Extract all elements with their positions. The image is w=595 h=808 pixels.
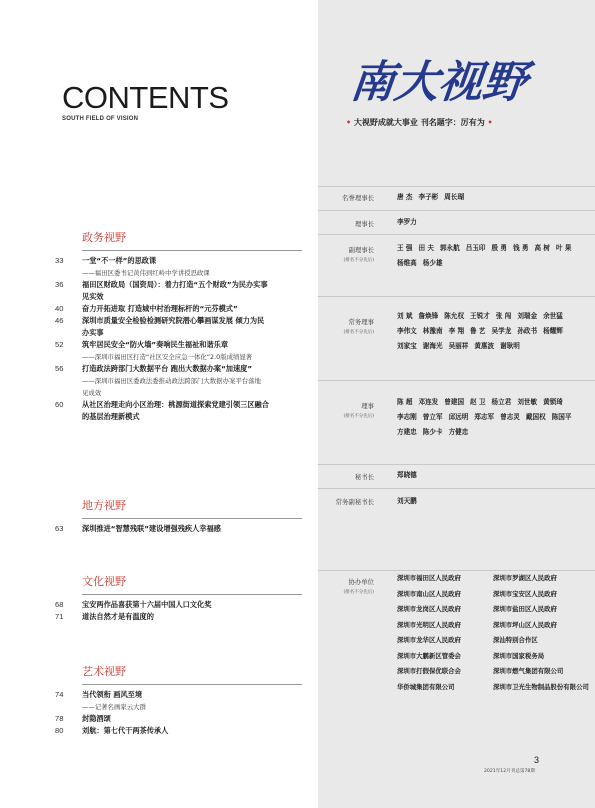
section-political [55,229,310,423]
member-name: 高 树 [534,244,550,252]
board-role-label: 名誉理事长 [342,194,374,202]
toc-entry[interactable] [55,725,310,737]
member-name: 杨耀辉 [543,327,563,335]
toc-page-number: 63 [55,524,64,533]
toc-entry-title: 见成效 [82,389,102,397]
toc-page-number: 56 [55,364,64,373]
toc-page-number [55,291,82,303]
toc-entry-title: 筑牢居民安全“防火墙”奏响民生福祉和谐乐章 [82,340,229,349]
associates-role-label: 协办单位 [348,578,374,586]
member-name: 张 闯 [495,312,512,320]
toc-page-number: 68 [55,600,64,609]
board-row [318,186,595,210]
contents-subtitle: SOUTH FIELD OF VISION [62,116,139,122]
toc-entry-title: ——深圳市福田区委政法委推动政法跨部门大数据办案平台落地 [82,377,261,385]
toc-entry-title: 办实事 [82,328,104,337]
toc-entry[interactable] [55,701,310,713]
toc-entry[interactable] [55,267,310,279]
board-names [397,309,587,354]
board-role [318,401,374,419]
toc-entry-title: 从社区治理走向小区治理：桃源街道探索党建引领三区融合 [82,400,269,409]
associate-name: 深圳市国家税务局 [493,651,545,660]
member-name: 方健忠 [448,428,469,436]
toc-entry[interactable] [55,339,310,351]
toc-entry[interactable] [55,327,310,339]
board-role-note: (排名不分先后) [343,330,374,335]
toc-page-number: 52 [55,340,64,349]
toc-entry-title: 封隐酒颂 [82,714,111,723]
associate-name: 深汕特别合作区 [493,636,538,644]
board-role-note: (排名不分先后) [343,414,374,419]
board-row [318,488,595,512]
board-names [397,395,587,440]
page-number: 3 [534,755,540,765]
member-name: 黄锁琦 [543,398,563,406]
board-role [318,577,374,595]
toc-entry[interactable] [55,279,310,291]
toc-page-number: 36 [55,280,64,289]
masthead-panel [318,0,595,808]
logo-text: 南大视野 [347,57,530,108]
toc-page-number [55,267,82,279]
board-names [397,494,587,509]
associate-name: 深圳市福田区人民政府 [397,574,461,582]
member-name: 李罗力 [397,218,417,226]
member-name: 孙政书 [517,327,538,335]
section-heading: 政务视野 [82,229,302,251]
associate-name: 深圳市宝安区人民政府 [493,589,557,598]
section-heading: 文化视野 [82,573,302,595]
toc-entry[interactable] [55,291,310,303]
toc-page-number: 46 [55,316,64,325]
board-role-label: 理事长 [354,220,374,228]
associate-name: 深圳市南山区人民政府 [397,589,461,598]
board-role-label: 常务理事 [348,318,374,326]
toc-entry[interactable] [55,713,310,725]
member-name: 刘世敏 [517,398,538,406]
member-name: 陈少卡 [422,428,443,436]
board-names [397,190,587,205]
member-name: 曾志灵 [500,413,520,421]
member-name: 方建忠 [397,428,417,436]
slogan-bullet-right: • [487,118,493,127]
member-name: 钱 勇 [513,244,529,252]
member-name: 刘天鹏 [397,497,417,505]
member-name: 李志刚 [397,413,417,421]
board-role-label: 常务副秘书长 [335,498,374,506]
associates-note: (排名不分先后) [343,590,374,595]
member-name: 谢耿明 [500,342,520,350]
toc-entry-title: 当代领衔 画风至境 [82,690,143,699]
toc-page-number: 78 [55,714,64,723]
member-name: 余世猛 [543,312,563,320]
toc-page-number [55,701,82,713]
member-name: 陈允权 [444,312,465,320]
toc-page-number [55,411,82,423]
slogan-text: 大视野成就大事业 刊名题字：厉有为 [353,118,485,127]
member-name: 杨少雄 [422,259,443,267]
member-name: 李子彬 [418,193,439,201]
toc-entry[interactable] [55,315,310,327]
toc-page-number: 40 [55,304,64,313]
board-row [318,210,595,234]
toc-entry-title: ——记著名画家云大群 [82,703,146,711]
member-name: 周长瑚 [444,193,465,201]
member-name: 陈国平 [551,413,572,421]
toc-entry[interactable] [55,363,310,375]
entry-list [55,599,310,623]
toc-page-number: 71 [55,612,64,621]
toc-page-number: 80 [55,726,64,735]
board-names [397,215,587,230]
section-art [55,663,310,737]
member-name: 吴丽祥 [448,342,469,350]
toc-page-number: 74 [55,690,64,699]
toc-entry[interactable] [55,303,310,315]
associate-name: 深圳市打假保优联合会 [397,667,461,675]
member-name: 邱远明 [448,413,469,421]
toc-page-number [55,327,82,339]
member-name: 吕玉印 [465,244,486,252]
associate-name: 深圳市光明区人民政府 [397,620,461,629]
associates-column [397,571,493,695]
toc-entry[interactable] [55,375,310,387]
member-name: 郭永航 [439,244,460,252]
toc-entry[interactable] [55,387,310,399]
board-role [318,245,374,263]
toc-entry-title: 刘航：第七代干两茶传承人 [82,726,169,735]
toc-entry[interactable] [55,351,310,363]
slogan [346,117,493,128]
toc-entry-title: 打造政法跨部门大数据平台 跑出大数据办案“加速度” [82,364,253,373]
slogan-bullet-left: • [346,118,352,127]
board-role [318,472,374,481]
toc-entry-title: ——深圳市福田区打造“社区安全应急一体化”2.0版成绩显著 [82,353,253,361]
toc-entry-title: 深圳推进“智慧残联”建设增强残疾人幸福感 [82,524,221,533]
toc-page-number [55,375,82,387]
toc-entry-title: 道法自然才是有温度的 [82,612,154,621]
associate-name: 深圳市卫光生物制品股份有限公司 [493,682,589,691]
toc-entry-title: 奋力开拓进取 打造城中村治理标杆的“元芬模式” [82,304,238,313]
section-local [55,497,310,535]
toc-entry[interactable] [55,255,310,267]
magazine-logo [347,40,561,110]
board-role [318,193,374,202]
board-role-label: 秘书长 [354,473,374,481]
member-name: 李伟文 [397,327,417,335]
member-name: 詹焕锋 [418,312,439,320]
toc-entry-title: 一堂“不一样”的思政课 [82,256,157,265]
board-role-note: (排名不分先后) [343,258,374,263]
board-names [397,241,587,271]
member-name: 鲁 艺 [470,327,486,335]
entry-list [55,523,310,535]
member-name: 邓连发 [418,398,439,406]
toc-page-number: 33 [55,256,64,265]
issue-label: 2021年12月刊总第78期 [484,769,535,774]
entry-list [55,689,310,737]
toc-entry-title: 深圳市质量安全检验检测研究院潜心攀画谋发展 倾力为民 [82,316,265,325]
member-name: 刘瑞金 [517,312,538,320]
board-names [397,468,587,483]
board-row [318,464,595,488]
associate-name: 深圳市罗湖区人民政府 [493,574,557,582]
member-name: 曾建国 [444,398,465,406]
toc-entry-title: ——福田区委书记黄伟到红岭中学讲授思政课 [82,269,210,277]
section-heading: 地方视野 [82,497,302,519]
toc-entry-title: 福田区财政局（国资局）：着力打造“五个财政”为民办实事 [82,280,268,289]
toc-entry[interactable] [55,399,310,411]
member-name: 唐 杰 [397,193,413,201]
member-name: 李 翔 [448,327,465,335]
toc-entry-title: 宝安两作品喜获第十六届中国人口文化奖 [82,600,212,609]
board-row [318,380,595,464]
associate-name: 深圳市龙岗区人民政府 [397,605,461,613]
member-name: 王锐才 [470,312,490,320]
toc-page-number: 60 [55,400,64,409]
associate-name: 华侨城集团有限公司 [397,682,455,691]
associates-list [397,571,595,695]
entry-list [55,255,310,423]
member-name: 杨立君 [491,398,512,406]
member-name: 王 强 [397,244,413,252]
member-name: 杨维高 [397,259,417,267]
board-row [318,234,595,296]
toc-entry[interactable] [55,599,310,611]
board-role [318,317,374,335]
associates-column [493,571,589,695]
toc-entry[interactable] [55,523,310,535]
associate-name: 深圳市龙华区人民政府 [397,636,461,644]
board-role-label: 理事 [361,402,374,410]
member-name: 郑志军 [474,413,495,421]
contents-title: CONTENTS [62,80,229,115]
associate-name: 深圳市燃气集团有限公司 [493,667,564,675]
member-name: 刘 斌 [397,312,413,320]
associate-name: 深圳市盐田区人民政府 [493,605,557,613]
member-name: 刘家宝 [397,342,417,350]
member-name: 田 夫 [418,244,434,252]
board-role [318,497,374,506]
toc-entry-title: 见实效 [82,292,104,301]
board-role [318,219,374,228]
member-name: 戴国权 [525,413,546,421]
member-name: 曾立军 [422,413,443,421]
associate-name: 深圳市大鹏新区管委会 [397,651,461,660]
toc-entry[interactable] [55,411,310,423]
board-row [318,296,595,380]
toc-page-number [55,351,82,363]
member-name: 吴学龙 [491,327,512,335]
toc-entry[interactable] [55,689,310,701]
associate-name: 深圳市坪山区人民政府 [493,620,557,629]
member-name: 谢海光 [422,342,443,350]
member-name: 陈 超 [397,398,413,406]
toc-page-number [55,387,82,399]
member-name: 林豫南 [422,327,443,335]
board-role-label: 副理事长 [348,246,374,254]
member-name: 黄惠波 [474,342,495,350]
toc-entry-title: 的基层治理新模式 [82,412,140,421]
section-heading: 艺术视野 [82,663,302,685]
member-name: 郑晓德 [397,471,417,479]
member-name: 殷 勇 [491,244,508,252]
member-name: 赵 卫 [470,398,486,406]
section-culture [55,573,310,623]
toc-entry[interactable] [55,611,310,623]
member-name: 叶 果 [555,244,572,252]
